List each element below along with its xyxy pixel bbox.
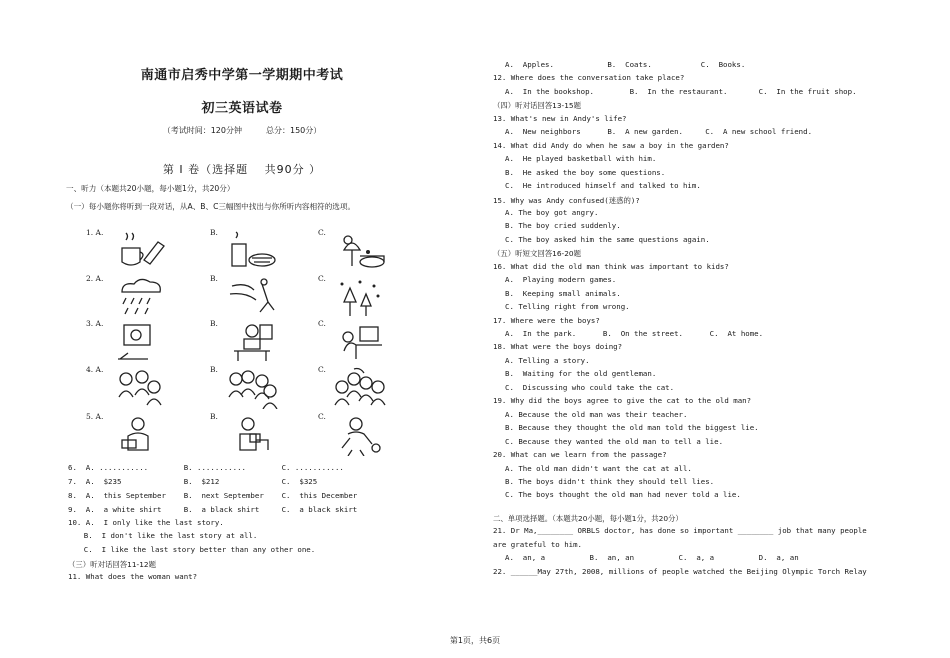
right-line: C. The boy asked him the same questions again. [505,234,710,244]
picture-option-label: 1. A. [86,228,104,237]
right-line: A. The boy got angry. [505,207,599,217]
right-line: A. Telling a story. [505,355,590,365]
picture-option-label: B. [210,412,218,421]
listening-pictures [82,224,404,467]
right-line: 20. What can we learn from the passage? [493,450,667,460]
right-line: 12. Where does the conversation take place? [493,73,685,83]
boy-reading-icon [226,414,278,456]
part-heading: 第 Ⅰ 卷（选择题 共90分 ） [162,163,322,176]
exam-title: 南通市启秀中学第一学期期中考试 [140,68,344,83]
section-listening-instruction: （一）每小题你将听到一段对话，从A、B、C三幅图中找出与你所听内容相符的选项。 [66,202,356,211]
girl-reading-icon [114,414,166,456]
right-line: 19. Why did the boys agree to give the cat to the old man? [493,396,752,406]
picture-option-label: C. [318,412,326,421]
rain-cloud-icon [114,276,166,318]
right-line: B. He asked the boy some questions. [505,167,666,177]
family-four-icon [226,367,278,409]
right-line: A. The old man didn't want the cat at all. [505,463,692,473]
right-line: C. Because they wanted the old man to tell a lie. [505,436,724,446]
exam-info: （考试时间：120分钟 总分：150分） [162,126,322,135]
right-line: 15. Why was Andy confused(迷惑的)? [493,195,640,205]
right-line: B. Because they thought the old man told the biggest lie. [505,423,759,433]
left-line: 10. A. I only like the last story. [68,518,224,527]
right-line: C. Telling right from wrong. [505,302,630,312]
cup-and-bread-icon [226,230,278,272]
right-line: 二、单项选择题。（本题共20小题，每小题1分，共20分） [493,513,683,523]
left-line: B. I don't like the last story at all. [66,531,258,540]
left-line: 7. A. $235 B. $212 C. $325 [68,477,318,486]
right-line: A. Apples. B. Coats. C. Books. [505,60,746,69]
right-line: （五）听短文回答16-20题 [493,249,581,259]
picture-option-label: B. [210,274,218,283]
windy-icon [226,276,278,318]
picture-option-label: C. [318,274,326,283]
left-line: 8. A. this September B. next September C. this December [68,491,358,500]
boy-sleeping-icon [114,321,166,363]
right-line: C. Discussing who could take the cat. [505,382,675,392]
right-line: A. Playing modern games. [505,275,617,285]
picture-option-label: 3. A. [86,319,104,328]
right-line: A. an, a B. an, an C. a, a D. a, an [505,553,799,563]
right-line: C. The boys thought the old man had never told a lie. [505,490,741,500]
left-line: 6. A. ........... B. ........... C. ........... [68,463,344,472]
page-footer: 第1页，共6页 [449,636,501,645]
picture-option-label: 5. A. [86,412,104,421]
right-line: 13. What's new in Andy's life? [493,113,627,123]
picture-option-label: C. [318,319,326,328]
family-three-icon [114,367,166,409]
picture-option-label: B. [210,319,218,328]
right-line: （四）听对话回答13-15题 [493,101,581,111]
right-line: 14. What did Andy do when he saw a boy in the garden? [493,140,729,150]
boy-playing-icon [334,414,386,456]
boy-computer-icon [334,321,386,363]
picture-option-label: 4. A. [86,365,104,374]
picture-option-label: B. [210,228,218,237]
right-line: C. He introduced himself and talked to him. [505,181,701,191]
picture-option-label: B. [210,365,218,374]
right-line: A. New neighbors B. A new garden. C. A new school friend. [505,127,813,137]
left-line: 9. A. a white shirt B. a black shirt C. a black skirt [68,505,358,514]
section-listening-heading: 一、听力（本题共20小题，每小题1分，共20分） [66,184,235,193]
right-line: 21. Dr Ma,________ ORBLS doctor, has done so important ________ job that many people [493,526,867,536]
right-line: 16. What did the old man think was important to kids? [493,261,729,271]
right-line: are grateful to him. [493,539,582,549]
right-line: B. The boys didn't think they should tell lies. [505,476,715,486]
right-line: A. In the bookshop. B. In the restaurant. C. In the fruit shop. [505,86,857,96]
exam-subtitle: 初三英语试卷 [201,101,283,116]
right-line: 18. What were the boys doing? [493,342,623,352]
right-line: B. The boy cried suddenly. [505,221,621,231]
left-line: （三）听对话回答11-12题 [68,560,156,569]
right-line: 17. Where were the boys? [493,315,600,325]
family-group-icon [334,367,386,409]
right-line: A. In the park. B. On the street. C. At home. [505,329,764,338]
picture-option-label: C. [318,365,326,374]
left-line: C. I like the last story better than any other one. [66,545,316,554]
right-line: 22. ______May 27th, 2008, millions of people watched the Beijing Olympic Torch Relay [493,566,867,576]
snow-tree-icon [334,276,386,318]
boy-reading-desk-icon [226,321,278,363]
right-line: A. Because the old man was their teacher. [505,409,688,419]
picture-option-label: 2. A. [86,274,104,283]
left-line: 11. What does the woman want? [68,572,198,581]
ice-cream-cake-icon [334,230,386,272]
right-line: B. Waiting for the old gentleman. [505,369,657,379]
coffee-cup-icon [114,230,166,272]
right-line: B. Keeping small animals. [505,288,621,298]
right-line: A. He played basketball with him. [505,154,657,164]
picture-option-label: C. [318,228,326,237]
